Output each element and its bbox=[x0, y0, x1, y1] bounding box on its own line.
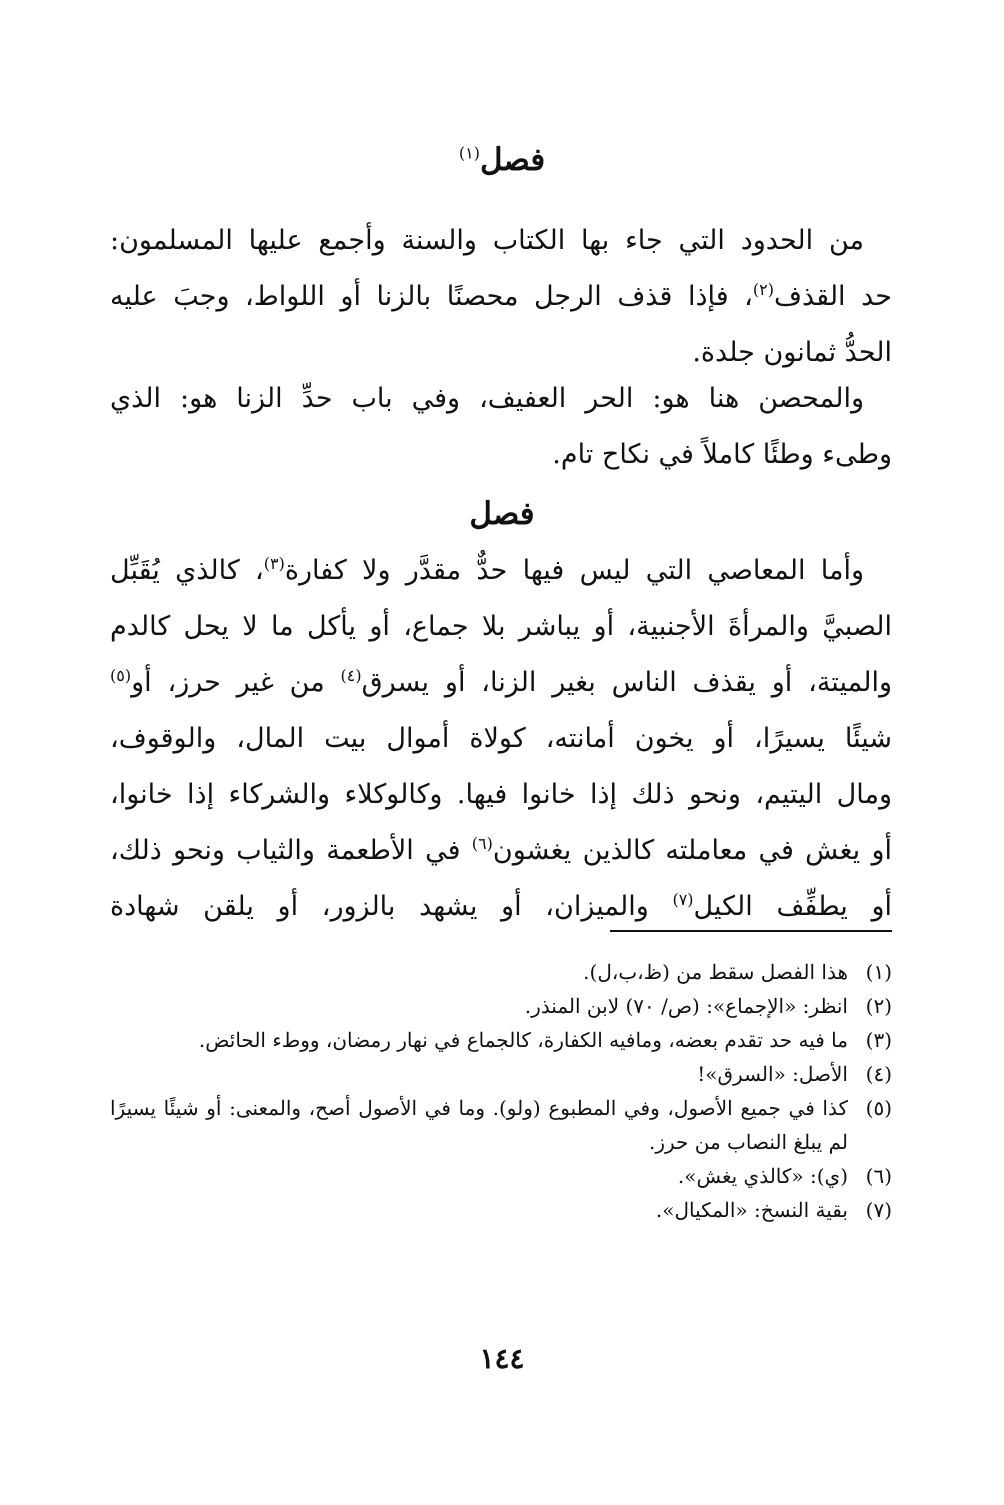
text-line-content: ، كالذي يُقَبِّل bbox=[110, 555, 264, 586]
footnote-ref: (٧) bbox=[672, 890, 694, 909]
footnote bbox=[110, 989, 892, 1023]
text-line bbox=[110, 427, 892, 483]
footnote-text: الأصل: «السرق»! bbox=[697, 1062, 848, 1086]
text-line bbox=[110, 655, 892, 711]
footnote bbox=[110, 1193, 892, 1227]
footnote bbox=[110, 955, 892, 989]
text-line bbox=[110, 823, 892, 879]
text-line bbox=[110, 269, 892, 325]
text-line-content: من غير حرز، أو bbox=[131, 667, 341, 698]
text-line bbox=[110, 711, 892, 767]
text-line bbox=[110, 767, 892, 823]
footnote-ref: (٢) bbox=[752, 280, 774, 299]
footnote-number: (١) bbox=[865, 960, 892, 984]
footnote-number: (٧) bbox=[865, 1198, 892, 1222]
text-line-content: الصبيَّ والمرأةَ الأجنبية، أو يباشر بلا جماع، أو يأكل ما لا يحل كالدم bbox=[110, 611, 892, 642]
footnote-number: (٣) bbox=[865, 1028, 892, 1052]
paragraph-1 bbox=[110, 213, 892, 381]
text-line-content: والميزان، أو يشهد بالزور، أو يلقن شهادة bbox=[110, 891, 673, 922]
footnote bbox=[110, 1023, 892, 1057]
footnote-text: هذا الفصل سقط من (ظ،ب،ل). bbox=[583, 960, 848, 984]
footnote-number: (٦) bbox=[865, 1164, 892, 1188]
footnote-ref: (٤) bbox=[340, 666, 362, 685]
footnote-number: (٥) bbox=[865, 1096, 892, 1120]
section-heading-2 bbox=[0, 494, 1004, 534]
text-line-content: شيئًا يسيرًا، أو يخون أمانته، كولاة أموال بيت المال، والوقوف، bbox=[110, 723, 892, 754]
text-line-content: ومال اليتيم، ونحو ذلك إذا خانوا فيها. وكالوكلاء والشركاء إذا خانوا، bbox=[110, 779, 892, 810]
text-line-content: وطىء وطئًا كاملاً في نكاح تام. bbox=[552, 439, 892, 470]
footnote-number: (٤) bbox=[865, 1062, 892, 1086]
text-line bbox=[110, 213, 892, 269]
footnotes bbox=[110, 955, 892, 1227]
footnote bbox=[110, 1091, 892, 1159]
text-line-content: أو يطفِّف الكيل bbox=[693, 891, 892, 922]
page-number: ١٤٤ bbox=[479, 1342, 525, 1375]
text-line bbox=[110, 543, 892, 599]
footnote-separator bbox=[610, 930, 892, 932]
footnote-ref: (٣) bbox=[263, 554, 285, 573]
text-line-content: أو يغش في معاملته كالذين يغشون bbox=[492, 835, 892, 866]
footnote-text: بقية النسخ: «المكيال». bbox=[655, 1198, 848, 1222]
text-line-content: الحدُّ ثمانون جلدة. bbox=[692, 337, 892, 368]
text-line-content: في الأطعمة والثياب ونحو ذلك، bbox=[110, 835, 472, 866]
text-line-content: ، فإذا قذف الرجل محصنًا بالزنا أو اللواط، وجبَ عليه bbox=[110, 281, 753, 312]
footnote-ref: (٥) bbox=[110, 666, 132, 685]
footnote-text: كذا في جميع الأصول، وفي المطبوع (ولو). وما في الأصول أصح، والمعنى: أو شيئًا يسيرًا لم يبلغ النصاب من حرز. bbox=[110, 1096, 848, 1154]
footnote-text: (ي): «كالذي يغش». bbox=[677, 1164, 848, 1188]
footnote-number: (٢) bbox=[865, 994, 892, 1018]
text-line-content: من الحدود التي جاء بها الكتاب والسنة وأجمع عليها المسلمون: bbox=[110, 225, 864, 256]
text-line bbox=[110, 371, 892, 427]
text-line-content: والمحصن هنا هو: الحر العفيف، وفي باب حدِّ الزنا هو: الذي bbox=[110, 383, 864, 414]
paragraph-2 bbox=[110, 371, 892, 483]
footnote-text: انظر: «الإجماع»: (ص/ ٧٠) لابن المنذر. bbox=[524, 994, 848, 1018]
text-line-content: وأما المعاصي التي ليس فيها حدٌّ مقدَّر ولا كفارة bbox=[284, 555, 864, 586]
footnote-ref: (١) bbox=[458, 143, 480, 163]
footnote-text: ما فيه حد تقدم بعضه، ومافيه الكفارة، كالجماع في نهار رمضان، ووطء الحائض. bbox=[198, 1028, 848, 1052]
section-heading-1 bbox=[0, 140, 1004, 180]
heading-text: فصل bbox=[469, 496, 535, 532]
footnote bbox=[110, 1057, 892, 1091]
text-line bbox=[110, 599, 892, 655]
text-line-content: والميتة، أو يقذف الناس بغير الزنا، أو يسرق bbox=[361, 667, 892, 698]
text-line-content: حد القذف bbox=[774, 281, 892, 312]
paragraph-3 bbox=[110, 543, 892, 935]
heading-text: فصل bbox=[479, 142, 546, 178]
footnote bbox=[110, 1159, 892, 1193]
footnote-ref: (٦) bbox=[471, 834, 493, 853]
text-line bbox=[110, 879, 892, 935]
